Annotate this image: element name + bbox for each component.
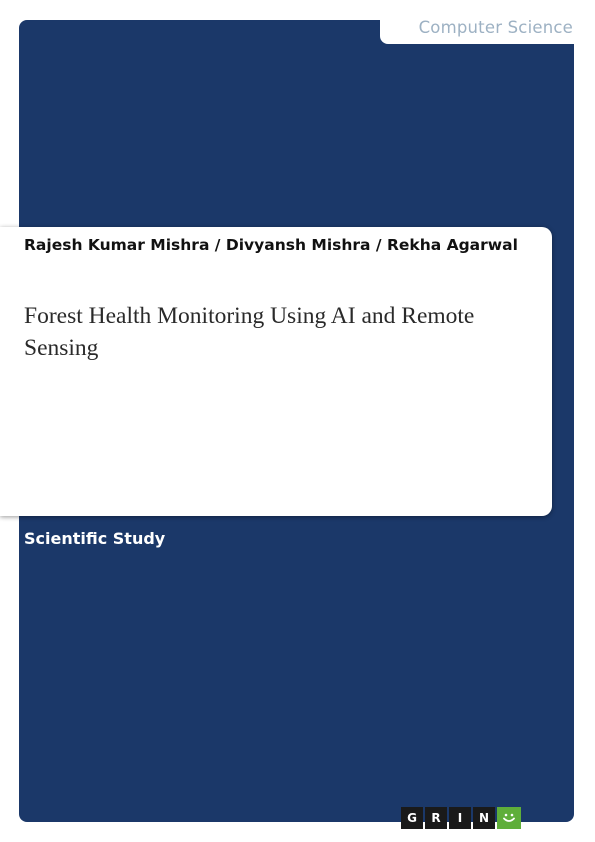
document-type-label: Scientific Study [24, 529, 166, 548]
book-title: Forest Health Monitoring Using AI and Remote Sensing [24, 303, 475, 361]
logo-letter-i: I [449, 807, 471, 829]
grin-logo [401, 807, 521, 829]
logo-letter-n: N [473, 807, 495, 829]
category-label: Computer Science [418, 18, 573, 37]
smiley-icon [497, 807, 521, 829]
title-card [0, 227, 552, 516]
logo-letter-g: G [401, 807, 423, 829]
logo-letter-r: R [425, 807, 447, 829]
author-names: Rajesh Kumar Mishra / Divyansh Mishra / Rekha Agarwal [24, 236, 518, 254]
